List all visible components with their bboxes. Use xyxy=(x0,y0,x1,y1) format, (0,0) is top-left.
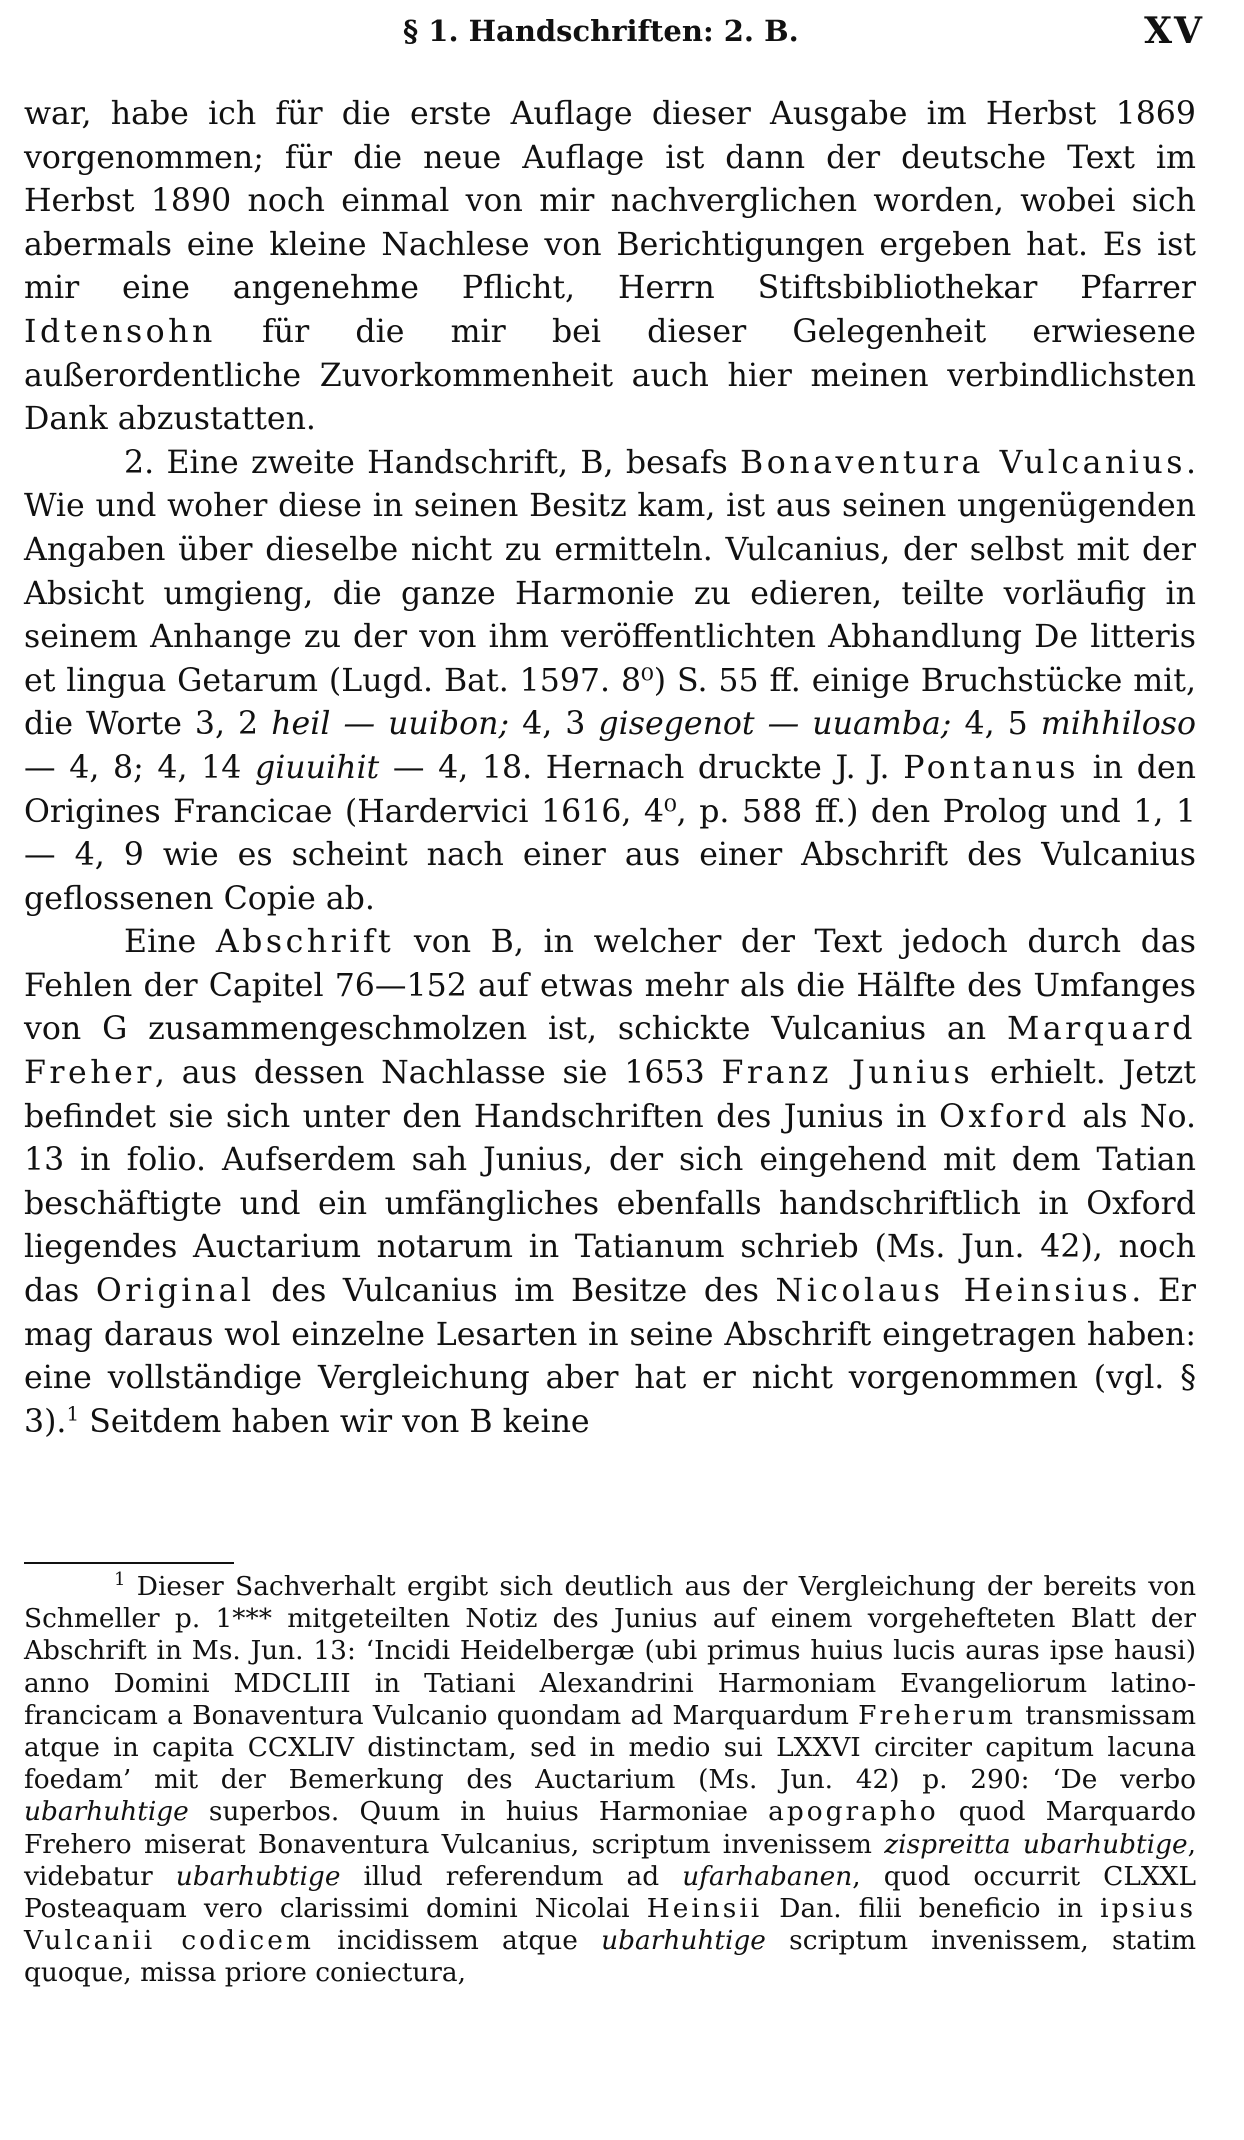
italic-word: ubarhubtige xyxy=(175,1860,341,1892)
text-segment: des Vulcanius im Besitze des xyxy=(254,1273,776,1310)
footnote-reference: 1 xyxy=(66,1401,80,1426)
main-text xyxy=(24,93,1196,1444)
text-segment: . Er mag daraus wol einzelne Lesarten in seine Abschrift eingetragen haben: eine vollständige Vergleichung aber hat er nicht vorgenommen (vgl. § 3). xyxy=(24,1273,1196,1440)
spaced-name: Oxford xyxy=(939,1098,1070,1135)
italic-word: ubarhuhtige xyxy=(24,1796,189,1828)
text-segment: als No. 13 in folio. Aufserdem sah Junius, der sich eingehend mit dem Tatian beschäftigte und ein umfängliches ebenfalls handschriftlich in Oxford liegendes Auctarium notarum in Tatianum schrieb (Ms. Jun. 42), noch das xyxy=(24,1098,1196,1310)
spaced-name: Freherum xyxy=(858,1699,1016,1731)
italic-word: ufarhabanen xyxy=(682,1860,853,1892)
text-segment: Dan. filii beneficio in xyxy=(762,1893,1101,1925)
spaced-name: Marquard Freher xyxy=(24,1011,1196,1092)
text-segment: — 4, 8; 4, 14 xyxy=(24,749,255,786)
text-segment: , aus dessen Nachlasse sie 1653 xyxy=(154,1055,722,1092)
text-segment: für die mir bei dieser Gelegenheit erwiesene außerordentliche Zuvorkommenheit auch hier meinen verbindlichsten Dank abzustatten. xyxy=(24,313,1196,438)
header-section-title: § 1. Handschriften: 2. B. xyxy=(403,14,799,48)
text-segment: . Wie und woher diese in seinen Besitz kam, ist aus seinen ungenügenden Angaben über dieselbe nicht zu ermitteln. Vulcanius, der selbst mit der Absicht umgieng, die ganze Harmonie zu edieren, teilte vorläufig in seinem Anhange zu der von ihm veröffentlichten Abhandlung De litteris et lingua Getarum (Lugd. Bat. 1597. 8⁰) S. 55 ff. einige Bruchstücke mit, die Worte 3, 2 xyxy=(24,444,1196,743)
italic-word: heil — uuibon; xyxy=(271,706,523,743)
spaced-word: apographo xyxy=(768,1796,939,1828)
spaced-name: Bonaventura Vulcanius xyxy=(740,444,1186,481)
footnote-mark: 1 xyxy=(114,1569,126,1591)
footnote-paragraph xyxy=(24,1571,1196,1990)
text-segment: Dieser Sachverhalt ergibt sich deutlich aus der Vergleichung der bereits von Schmeller p. 1*** mitgeteilten Notiz des Junius auf einem vorgehefteten Blatt der Abschrift in Ms. Jun. 13: ‘Incidi Heidelbergæ (ubi primus huius lucis auras ipse hausi) anno Domini MDCLIII in Tatiani Alexandrini Harmoniam Evangeliorum latino-francicam a Bonaventura Vulcanio quondam ad Marquardum xyxy=(24,1571,1196,1731)
spaced-name: Franz Junius xyxy=(721,1055,974,1092)
spaced-word: ipsius Vulcanii codicem xyxy=(24,1893,1197,1957)
text-segment: incidissem atque xyxy=(313,1925,602,1957)
page-number: XV xyxy=(1144,10,1204,52)
italic-word: mihhiloso xyxy=(1040,706,1196,743)
footnote xyxy=(24,1571,1196,1990)
text-segment: scriptum invenissem, statim quoque, missa priore coniectura, xyxy=(24,1925,1196,1989)
text-segment: erhielt. Jetzt befindet sie sich unter den Handschriften des Junius in xyxy=(24,1055,1196,1135)
text-segment: war, habe ich für die erste Auflage dieser Ausgabe im Herbst 1869 vorgenommen; für die neue Auflage ist dann der deutsche Text im Herbst 1890 noch einmal von mir nachverglichen worden, wobei sich abermals eine kleine Nachlese von Berichtigungen ergeben hat. Es ist mir eine angenehme Pflicht, Herrn Stiftsbibliothekar Pfarrer xyxy=(24,96,1196,307)
spaced-word: Original xyxy=(95,1273,255,1310)
paragraph-manuscript-b xyxy=(24,442,1196,922)
paragraph-copy-of-b xyxy=(24,921,1196,1444)
text-segment: , quod occurrit CLXXL Posteaquam vero clarissimi domini Nicolai xyxy=(24,1860,1196,1925)
text-segment: superbos. Quum in huius Harmoniae xyxy=(188,1796,769,1828)
spaced-name: Heinsii xyxy=(646,1893,763,1925)
italic-word: giuuihit xyxy=(254,749,380,786)
text-segment: — 4, 18. Hernach druckte J. J. xyxy=(379,749,904,786)
text-segment: 4, 5 xyxy=(964,706,1041,743)
running-header xyxy=(28,6,1204,56)
text-segment: transmissam atque in capita CCXLIV distinctam, sed in medio sui LXXVI circiter capitum lacuna foedam’ mit der Bemerkung des Auctarium (Ms. Jun. 42) p. 290: ‘De verbo xyxy=(24,1699,1197,1796)
text-segment: 4, 3 xyxy=(522,706,599,743)
text-segment: Eine xyxy=(124,924,216,961)
text-segment: illud referendum ad xyxy=(340,1860,683,1892)
italic-word: ubarhuhtige xyxy=(601,1925,766,1957)
spaced-word: Abschrift xyxy=(215,924,395,961)
text-segment: quod Marquardo Frehero miserat Bonaventura Vulcanius, scriptum invenissem xyxy=(24,1796,1196,1860)
text-segment: , videbatur xyxy=(24,1828,1196,1892)
spaced-name: Pontanus xyxy=(903,749,1080,786)
spaced-name: Nicolaus Heinsius xyxy=(775,1273,1132,1310)
italic-word: zispreitta ubarhubtige xyxy=(884,1828,1188,1860)
text-segment: 2. Eine zweite Handschrift, B, besafs xyxy=(124,444,741,481)
spaced-name: Idtensohn xyxy=(24,313,216,350)
text-segment: Seitdem haben wir von B keine xyxy=(79,1403,590,1440)
text-segment: von B, in welcher der Text jedoch durch das Fehlen der Capitel 76—152 auf etwas mehr als die Hälfte des Umfanges von G zusammengeschmolzen ist, schickte Vulcanius an xyxy=(24,924,1196,1048)
italic-word: gisegenot — uuamba; xyxy=(598,706,965,743)
footnote-divider xyxy=(24,1562,234,1564)
paragraph-continuation xyxy=(24,93,1196,442)
text-segment: in den Origines Francicae (Hardervici 1616, 4⁰, p. 588 ff.) den Prolog und 1, 1 — 4, 9 wie es scheint nach einer aus einer Abschrift des Vulcanius geflossenen Copie ab. xyxy=(24,749,1197,917)
